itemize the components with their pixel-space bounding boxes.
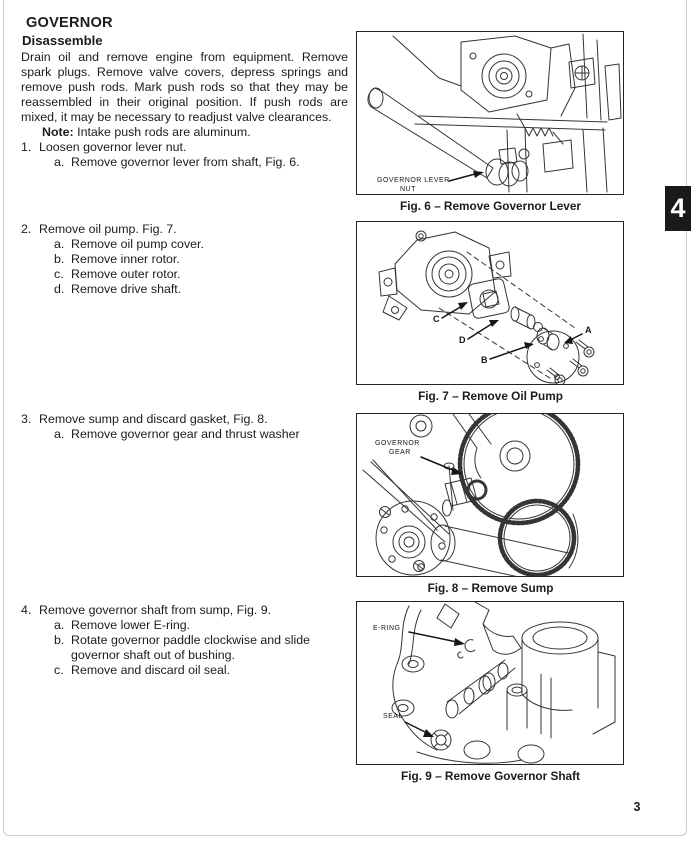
step-4c [54, 663, 348, 678]
sump-gears-drawing [357, 414, 623, 576]
substep-letter: c. [54, 267, 64, 281]
step-4a [54, 618, 348, 633]
substep-text: Remove oil pump cover. [71, 237, 204, 251]
fig7-callout-d: D [459, 335, 466, 345]
note-text: Intake push rods are aluminum. [77, 125, 251, 139]
step-text: Remove governor shaft from sump, Fig. 9. [39, 603, 272, 617]
governor-shaft-drawing [357, 602, 623, 764]
step-number: 3. [21, 412, 32, 426]
section-tab: 4 [665, 186, 691, 231]
fig9-label-seal: SEAL [383, 713, 403, 720]
fig6-label-governor-lever: GOVERNOR LEVER [377, 177, 450, 184]
substep-letter: a. [54, 237, 65, 251]
step-3a [54, 427, 348, 442]
substep-text: Remove governor gear and thrust washer [71, 427, 300, 441]
substep-text: Remove and discard oil seal. [71, 663, 231, 677]
substep-letter: d. [54, 282, 65, 296]
substep-letter: b. [54, 633, 65, 647]
step-2c [54, 267, 348, 282]
figure-7-frame [356, 221, 624, 385]
step-number: 4. [21, 603, 32, 617]
step-2b [54, 252, 348, 267]
step-4b [54, 633, 348, 663]
figure-6 [356, 31, 625, 213]
step-4 [21, 603, 348, 618]
figure-8-caption: Fig. 8 – Remove Sump [427, 581, 554, 595]
fig7-callout-c: C [433, 314, 440, 324]
figure-8-frame [356, 413, 624, 577]
fig9-label-ering: E-RING [373, 625, 401, 632]
substep-text: Rotate governor paddle clockwise and slide governor shaft out of bushing. [71, 633, 311, 662]
governor-lever-drawing [357, 32, 623, 194]
substep-text: Remove lower E-ring. [71, 618, 191, 632]
step-2 [21, 222, 348, 237]
intro-block [21, 14, 348, 170]
fig7-callout-a: A [585, 325, 592, 335]
substep-letter: c. [54, 663, 64, 677]
step-1 [21, 140, 348, 155]
section-heading: GOVERNOR [26, 15, 113, 31]
step-2-block [21, 222, 348, 297]
intro-paragraph: Drain oil and remove engine from equipment. Remove spark plugs. Remove valve covers, depress springs and remove push rods. Mark push rods so that they may be reassembled in their original position. If push rods are mixed, it may be necessary to readjust valve clearances. [21, 50, 348, 124]
step-3-block [21, 412, 348, 442]
fig8-label-governor: GOVERNOR [375, 440, 420, 447]
figure-6-frame [356, 31, 624, 195]
fig8-label-gear: GEAR [389, 449, 411, 456]
note-line [21, 125, 348, 140]
step-text: Remove oil pump. Fig. 7. [39, 222, 177, 236]
step-3 [21, 412, 348, 427]
step-text: Remove sump and discard gasket, Fig. 8. [39, 412, 268, 426]
step-number: 2. [21, 222, 32, 236]
page-number: 3 [633, 800, 641, 814]
oil-pump-drawing [357, 222, 623, 384]
substep-letter: a. [54, 155, 65, 169]
step-4-block [21, 603, 348, 678]
note-label: Note: [42, 125, 74, 139]
substep-text: Remove inner rotor. [71, 252, 180, 266]
figure-8 [356, 413, 625, 595]
fig7-callout-b: B [481, 355, 488, 365]
figure-9 [356, 601, 625, 783]
step-number: 1. [21, 140, 32, 154]
substep-text: Remove outer rotor. [71, 267, 181, 281]
substep-letter: b. [54, 252, 65, 266]
figure-9-caption: Fig. 9 – Remove Governor Shaft [401, 769, 580, 783]
subsection-heading: Disassemble [22, 33, 103, 48]
substep-letter: a. [54, 427, 65, 441]
step-2a [54, 237, 348, 252]
step-2d [54, 282, 348, 297]
figure-7 [356, 221, 625, 403]
fig6-label-nut: NUT [400, 186, 416, 193]
step-text: Loosen governor lever nut. [39, 140, 187, 154]
figure-7-caption: Fig. 7 – Remove Oil Pump [418, 389, 563, 403]
step-1a [54, 155, 348, 170]
substep-letter: a. [54, 618, 65, 632]
figure-9-frame [356, 601, 624, 765]
figure-6-caption: Fig. 6 – Remove Governor Lever [400, 199, 581, 213]
substep-text: Remove drive shaft. [71, 282, 182, 296]
substep-text: Remove governor lever from shaft, Fig. 6. [71, 155, 300, 169]
